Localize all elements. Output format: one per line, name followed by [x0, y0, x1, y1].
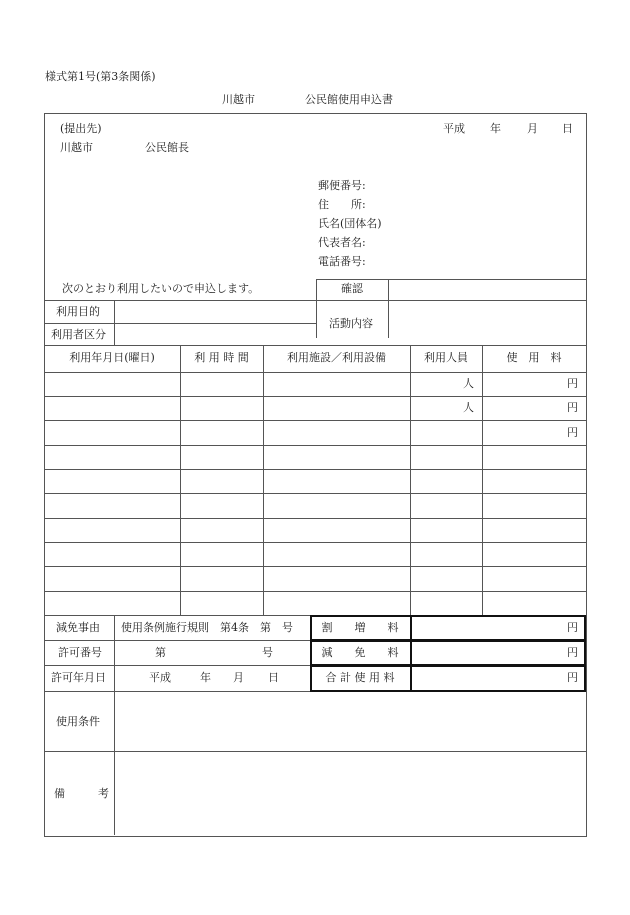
fee-unit: 円 — [567, 426, 578, 439]
col-header-facility: 利用施設／利用設備 — [287, 351, 386, 364]
permit-date-label: 許可年月日 — [51, 671, 106, 684]
form-number: 様式第1号(第3条関係) — [45, 70, 156, 83]
remarks-label-2: 考 — [98, 787, 109, 800]
addressee-title: 公民館長 — [145, 141, 189, 154]
col-header-people: 利用人員 — [424, 351, 468, 364]
name-label: 氏名(団体名) — [318, 217, 382, 230]
exemption-reason-label: 減免事由 — [56, 621, 100, 634]
purpose-label: 利用目的 — [56, 305, 100, 318]
postal-code-label: 郵便番号: — [318, 179, 366, 192]
fee-unit: 円 — [567, 401, 578, 414]
fee-unit: 円 — [567, 377, 578, 390]
date-month: 月 — [527, 122, 538, 135]
permit-date-day: 日 — [268, 671, 279, 684]
total-yen: 円 — [567, 671, 578, 684]
total-fee-label: 合 計 使 用 料 — [325, 671, 395, 684]
request-statement: 次のとおり利用したいので申込します。 — [62, 282, 260, 295]
confirm-label: 確認 — [341, 282, 363, 295]
phone-label: 電話番号: — [318, 255, 366, 268]
reduction-label: 減 免 料 — [321, 646, 399, 659]
col-header-time: 利 用 時 間 — [194, 351, 249, 364]
reduction-yen: 円 — [567, 646, 578, 659]
submit-to-label: (提出先) — [60, 122, 102, 135]
permit-number-label: 許可番号 — [58, 646, 102, 659]
people-unit: 人 — [463, 377, 474, 390]
form-title: 公民館使用申込書 — [305, 93, 393, 106]
conditions-label: 使用条件 — [56, 715, 100, 728]
permit-dai: 第 — [155, 646, 166, 659]
regulation-text: 使用条例施行規則 第4条 第 号 — [121, 621, 293, 634]
form-frame — [44, 113, 587, 837]
permit-go: 号 — [262, 646, 273, 659]
title-city: 川越市 — [222, 93, 255, 106]
permit-date-month: 月 — [233, 671, 244, 684]
address-label: 住 所: — [318, 198, 366, 211]
date-era: 平成 — [443, 122, 465, 135]
user-class-label: 利用者区分 — [51, 328, 106, 341]
people-unit: 人 — [463, 401, 474, 414]
activity-label: 活動内容 — [329, 317, 373, 330]
permit-date-era: 平成 — [149, 671, 171, 684]
col-header-date: 利用年月日(曜日) — [69, 351, 155, 364]
date-year: 年 — [490, 122, 501, 135]
representative-label: 代表者名: — [318, 236, 366, 249]
surcharge-label: 割 増 料 — [321, 621, 399, 634]
date-day: 日 — [562, 122, 573, 135]
surcharge-yen: 円 — [567, 621, 578, 634]
col-header-fee: 使 用 料 — [506, 351, 562, 364]
remarks-label-1: 備 — [54, 787, 65, 800]
addressee-city: 川越市 — [60, 141, 93, 154]
permit-date-year: 年 — [200, 671, 211, 684]
